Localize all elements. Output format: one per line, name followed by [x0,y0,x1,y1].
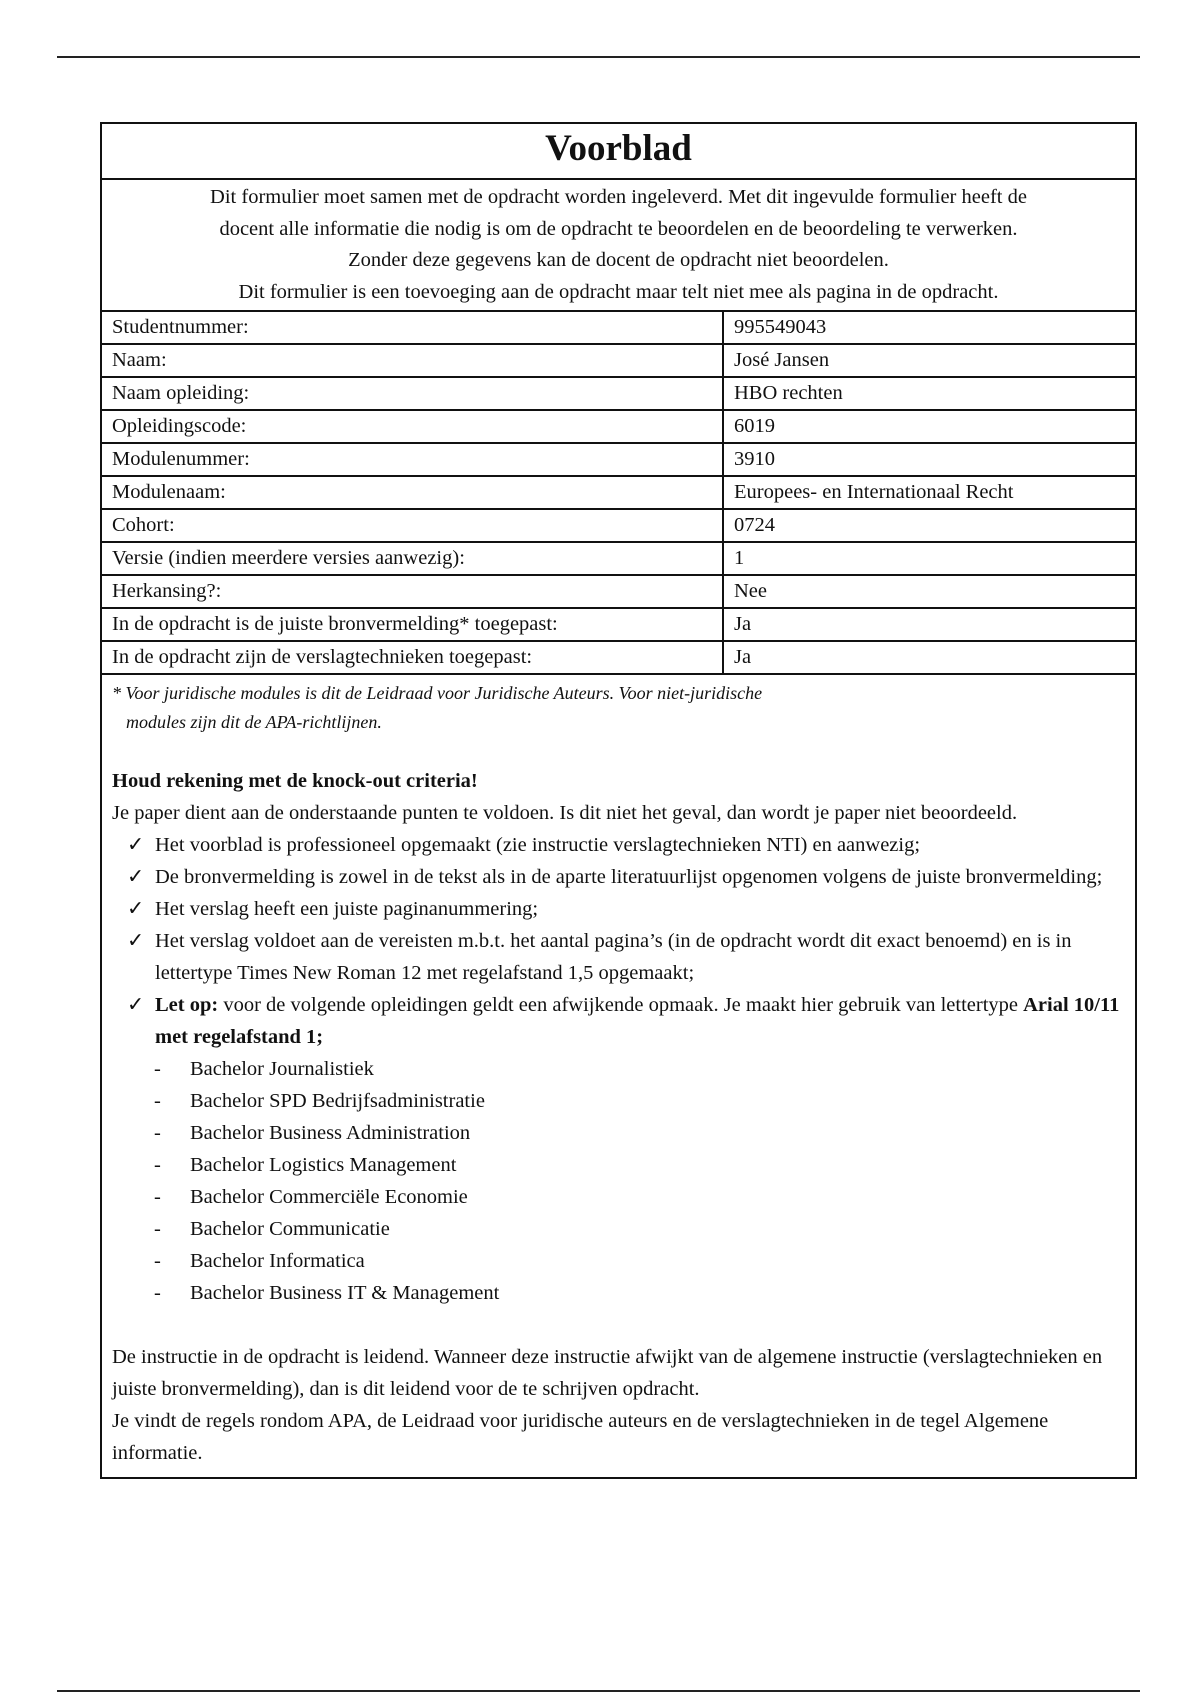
programme-item [112,1053,1125,1085]
dash-bullet: - [154,1186,161,1208]
table-row [102,542,1135,575]
table-row [102,608,1135,641]
programme-name: Bachelor Informatica [190,1250,365,1272]
knockout-intro: Je paper dient aan de onderstaande punten te voldoen. Is dit niet het geval, dan wordt je paper niet beoordeeld. [112,802,1018,824]
field-value: José Jansen [723,344,1135,377]
footnote-line: * Voor juridische modules is dit de Leidraad voor Juridische Auteurs. Voor niet-juridische [112,683,763,703]
table-row [102,476,1135,509]
check-icon: ✓ [127,866,145,888]
intro-line: docent alle informatie die nodig is om de opdracht te beoordelen en de beoordeling te verwerken. [219,217,1018,240]
field-value: 1 [723,542,1135,575]
let-op-label: Let op: [155,994,219,1016]
field-label: Opleidingscode: [102,410,723,443]
field-label: Studentnummer: [102,312,723,344]
dash-bullet: - [154,1282,161,1304]
dash-bullet: - [154,1122,161,1144]
field-label: Cohort: [102,509,723,542]
footnote [112,679,1125,737]
table-row [102,443,1135,476]
closing-paragraph: De instructie in de opdracht is leidend. Wanneer deze instructie afwijkt van de algemene instructie (verslagtechnieken en juiste bronvermelding), dan is dit leidend voor de te schrijven opdracht. [112,1346,1103,1400]
page-title: Voorblad [102,124,1135,180]
cover-sheet [100,122,1137,1479]
dash-bullet: - [154,1090,161,1112]
programme-item [112,1277,1125,1309]
check-item [112,861,1125,893]
dash-bullet: - [154,1218,161,1240]
field-label: In de opdracht is de juiste bronvermelding* toegepast: [102,608,723,641]
dash-bullet: - [154,1154,161,1176]
table-row [102,575,1135,608]
item-text: De bronvermelding is zowel in de tekst als in de aparte literatuurlijst opgenomen volgens de juiste bronvermelding; [155,866,1103,888]
item-text: voor de volgende opleidingen geldt een afwijkende opmaak. Je maakt hier gebruik van lettertype [218,994,1024,1016]
check-item [112,893,1125,925]
table-row [102,641,1135,674]
table-row [102,509,1135,542]
programme-item [112,1213,1125,1245]
knockout-heading: Houd rekening met de knock-out criteria! [112,770,478,792]
table-row [102,312,1135,344]
check-item [112,989,1125,1053]
item-text: Het voorblad is professioneel opgemaakt (zie instructie verslagtechnieken NTI) en aanwezig; [155,834,921,856]
programme-name: Bachelor Journalistiek [190,1058,374,1080]
field-value: 3910 [723,443,1135,476]
field-value: Europees- en Internationaal Recht [723,476,1135,509]
check-icon: ✓ [127,994,145,1016]
field-value: Ja [723,641,1135,674]
footer-rule [57,1690,1140,1692]
intro-text [102,180,1135,312]
programme-item [112,1149,1125,1181]
programme-item [112,1117,1125,1149]
field-label: Modulenaam: [102,476,723,509]
table-row [102,410,1135,443]
intro-line: Zonder deze gegevens kan de docent de opdracht niet beoordelen. [348,249,889,271]
field-label: Versie (indien meerdere versies aanwezig): [102,542,723,575]
field-label: Herkansing?: [102,575,723,608]
header-rule [57,56,1140,58]
programme-item [112,1181,1125,1213]
field-value: HBO rechten [723,377,1135,410]
footnote-line: modules zijn dit de APA-richtlijnen. [126,712,382,732]
field-value: Nee [723,575,1135,608]
field-label: Naam opleiding: [102,377,723,410]
instructions [102,675,1135,1477]
intro-line: Dit formulier is een toevoeging aan de opdracht maar telt niet mee als pagina in de opdracht. [238,280,999,303]
item-text: Het verslag heeft een juiste paginanummering; [155,898,539,920]
closing-paragraph: Je vindt de regels rondom APA, de Leidraad voor juridische auteurs en de verslagtechnieken in de tegel Algemene informatie. [112,1410,1049,1464]
programme-name: Bachelor Communicatie [190,1218,390,1240]
dash-bullet: - [154,1250,161,1272]
programme-item [112,1085,1125,1117]
item-text: Het verslag voldoet aan de vereisten m.b.t. het aantal pagina’s (in de opdracht wordt dit exact benoemd) en is in lettertype Times New Roman 12 met regelafstand 1,5 opgemaakt; [155,930,1072,984]
field-value: 995549043 [723,312,1135,344]
field-label: Modulenummer: [102,443,723,476]
field-value: Ja [723,608,1135,641]
font-spec: Arial 10/11 met regelafstand 1; [155,994,1120,1048]
check-icon: ✓ [127,898,145,920]
check-item [112,925,1125,989]
programme-name: Bachelor SPD Bedrijfsadministratie [190,1090,485,1112]
intro-line: Dit formulier moet samen met de opdracht worden ingeleverd. Met dit ingevulde formulier heeft de [210,186,1027,208]
programme-item [112,1245,1125,1277]
programme-name: Bachelor Business IT & Management [190,1282,500,1304]
field-value: 0724 [723,509,1135,542]
table-row [102,377,1135,410]
check-icon: ✓ [127,834,145,856]
programme-name: Bachelor Logistics Management [190,1154,457,1176]
programme-name: Bachelor Business Administration [190,1122,471,1144]
field-label: Naam: [102,344,723,377]
programme-name: Bachelor Commerciële Economie [190,1186,468,1208]
table-row [102,344,1135,377]
check-item [112,829,1125,861]
field-label: In de opdracht zijn de verslagtechnieken toegepast: [102,641,723,674]
check-icon: ✓ [127,930,145,952]
student-info-table [102,312,1135,675]
field-value: 6019 [723,410,1135,443]
dash-bullet: - [154,1058,161,1080]
